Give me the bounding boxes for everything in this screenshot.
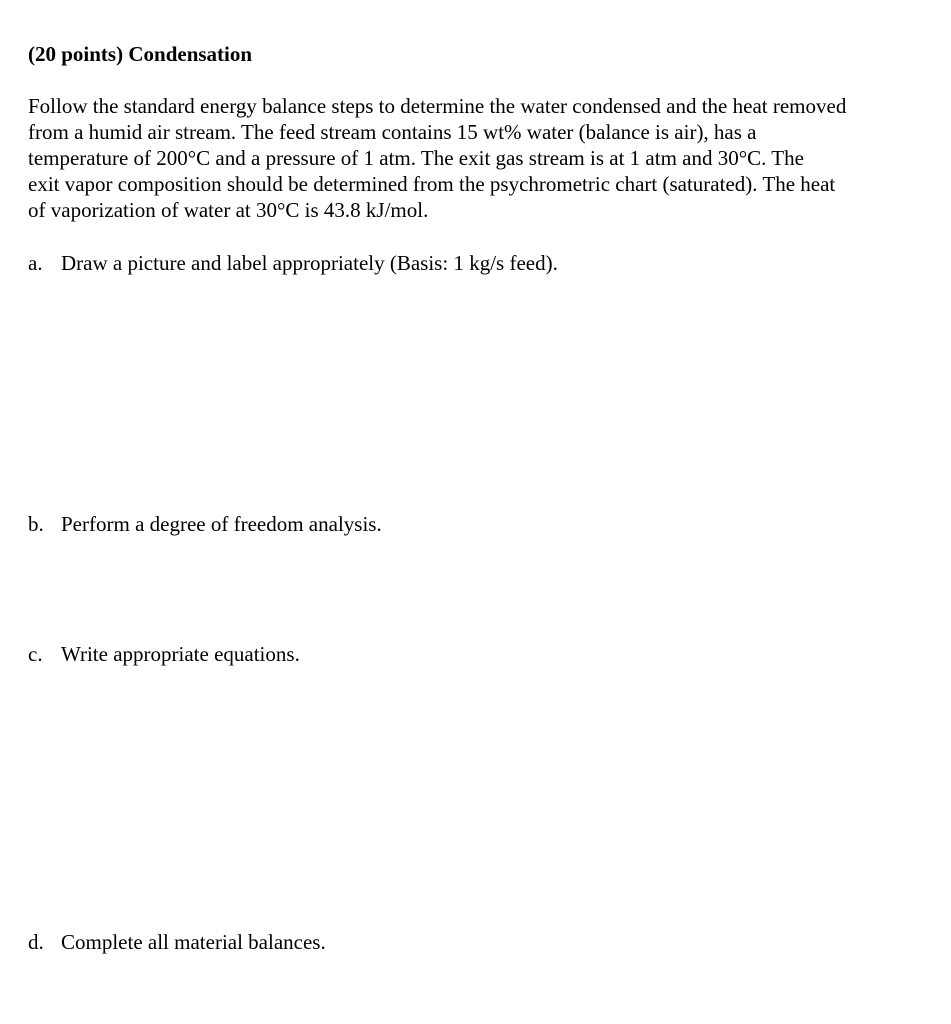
question-text: Draw a picture and label appropriately (Basis: 1 kg/s feed). [61, 251, 558, 275]
statement-line: exit vapor composition should be determined from the psychrometric chart (saturated). The heat [28, 172, 836, 196]
statement-line: from a humid air stream. The feed stream contains 15 wt% water (balance is air), has a [28, 120, 757, 144]
question-text: Perform a degree of freedom analysis. [61, 512, 382, 536]
question-d [28, 929, 326, 955]
statement-line: Follow the standard energy balance steps to determine the water condensed and the heat removed [28, 94, 847, 118]
statement-line: temperature of 200°C and a pressure of 1 atm. The exit gas stream is at 1 atm and 30°C. The [28, 146, 804, 170]
question-letter: b. [28, 512, 44, 536]
question-letter: c. [28, 642, 43, 666]
question-a [28, 250, 558, 276]
statement-line: of vaporization of water at 30°C is 43.8 kJ/mol. [28, 198, 429, 222]
question-letter: a. [28, 251, 43, 275]
question-text: Write appropriate equations. [61, 642, 300, 666]
question-text: Complete all material balances. [61, 930, 326, 954]
problem-statement [28, 93, 918, 223]
question-c [28, 641, 300, 667]
question-b [28, 511, 382, 537]
problem-title: (20 points) Condensation [28, 42, 253, 66]
question-letter: d. [28, 930, 44, 954]
